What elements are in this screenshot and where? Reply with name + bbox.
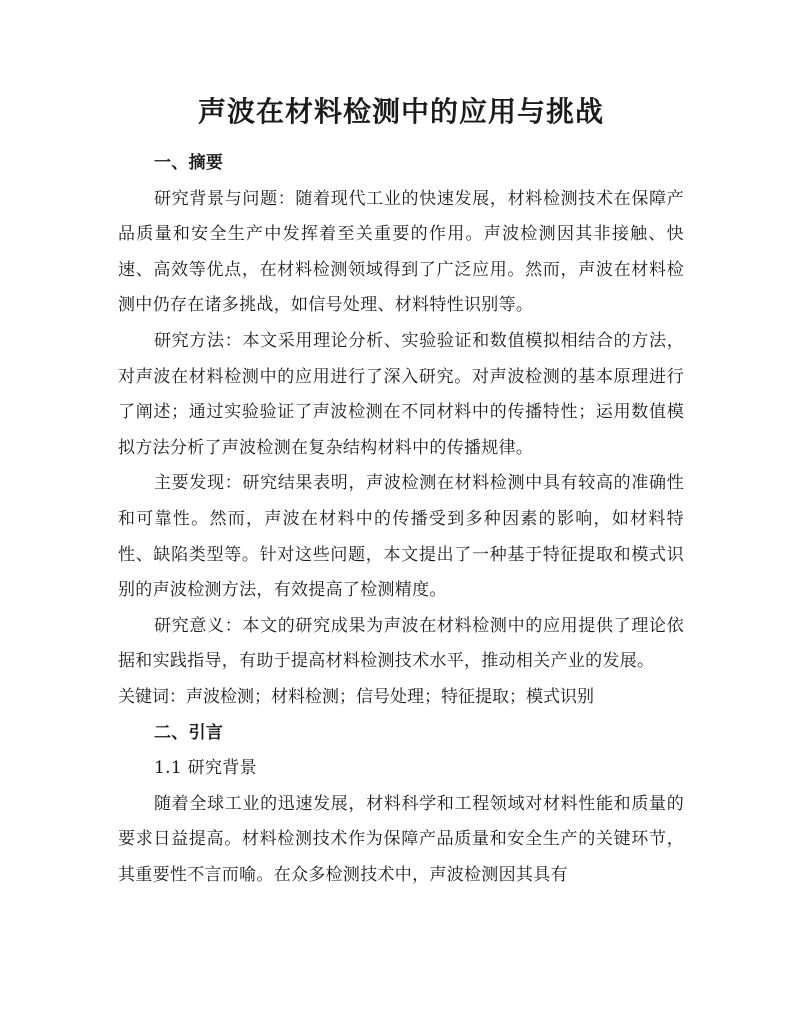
abstract-background-paragraph: 研究背景与问题：随着现代工业的快速发展，材料检测技术在保障产品质量和安全生产中发挥着至关重要的作用。声波检测因其非接触、快速、高效等优点，在材料检测领域得到了广泛应用。然而，声波在材料检测中仍存在诸多挑战，如信号处理、材料特性识别等。: [118, 188, 684, 316]
abstract-methods-paragraph: 研究方法：本文采用理论分析、实验验证和数值模拟相结合的方法，对声波在材料检测中的应用进行了深入研究。对声波检测的基本原理进行了阐述；通过实验验证了声波检测在不同材料中的传播特性；运用数值模拟方法分析了声波检测在复杂结构材料中的传播规律。: [118, 330, 684, 458]
document-body: [118, 146, 684, 893]
introduction-paragraph: 随着全球工业的迅速发展，材料科学和工程领域对材料性能和质量的要求日益提高。材料检测技术作为保障产品质量和安全生产的关键环节，其重要性不言而喻。在众多检测技术中，声波检测因其具有: [118, 793, 684, 885]
abstract-findings-paragraph: 主要发现：研究结果表明，声波检测在材料检测中具有较高的准确性和可靠性。然而，声波在材料中的传播受到多种因素的影响，如材料特性、缺陷类型等。针对这些问题，本文提出了一种基于特征提取和模式识别的声波检测方法，有效提高了检测精度。: [118, 473, 684, 601]
abstract-significance-paragraph: 研究意义：本文的研究成果为声波在材料检测中的应用提供了理论依据和实践指导，有助于提高材料检测技术水平，推动相关产业的发展。: [118, 615, 684, 672]
research-background-subheading: 1.1 研究背景: [154, 758, 257, 779]
introduction-heading: 二、引言: [154, 722, 224, 743]
document-title: 声波在材料检测中的应用与挑战: [197, 95, 604, 128]
keywords-line: 关键词：声波检测；材料检测；信号处理；特征提取；模式识别: [118, 686, 594, 707]
abstract-heading: 一、摘要: [154, 153, 224, 173]
